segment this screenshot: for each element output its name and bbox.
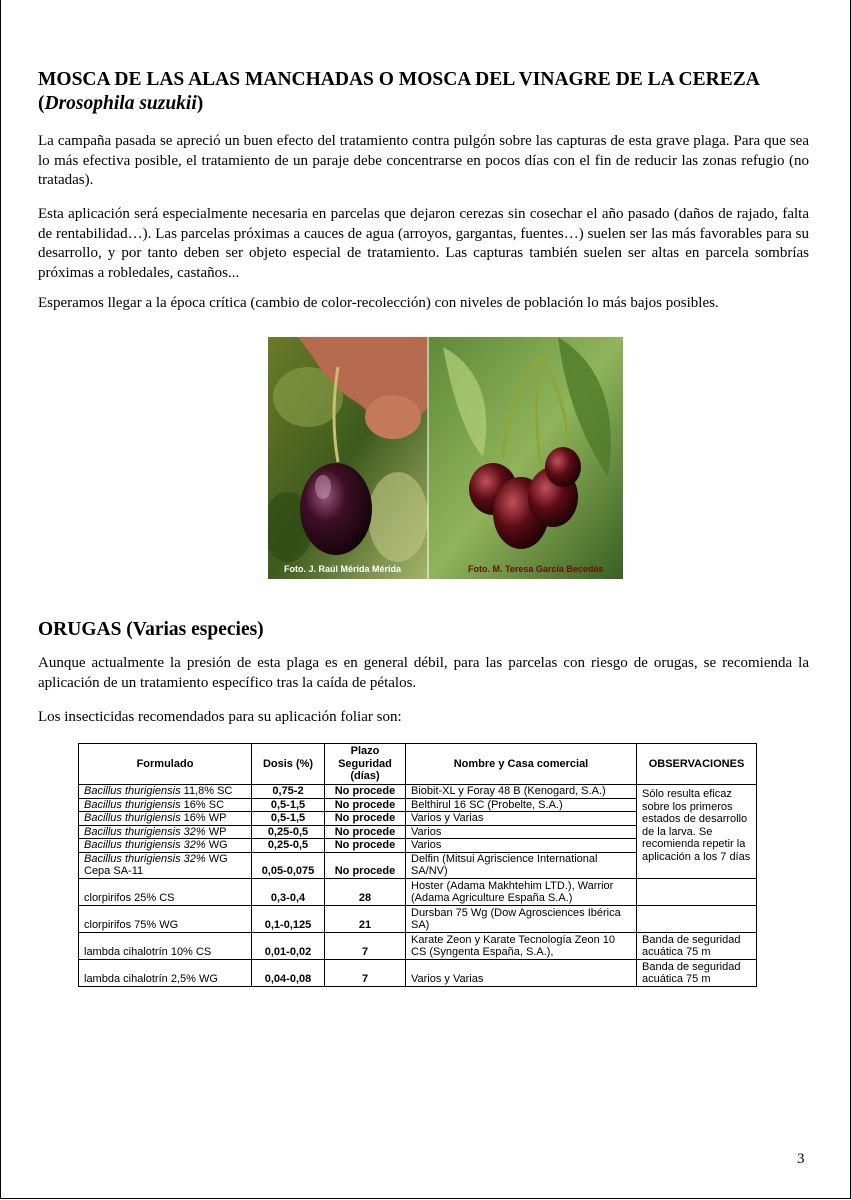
cell-nombre: Biobit-XL y Foray 48 B (Kenogard, S.A.) [406,785,637,799]
cell-nombre: Varios y Varias [406,959,637,986]
cell-nombre: Varios [406,839,637,853]
cell-nombre: Karate Zeon y Karate Tecnología Zeon 10 CS (Syngenta España, S.A.), [406,932,637,959]
cell-plazo: No procede [325,852,406,878]
cell-nombre: Varios [406,825,637,839]
table-row [79,905,757,932]
cell-observaciones [637,905,757,932]
cell-dosis: 0,1-0,125 [252,905,325,932]
header-formulado: Formulado [79,744,252,785]
cell-plazo: No procede [325,825,406,839]
table-row [79,785,757,799]
table-row [79,959,757,986]
cell-formulado: Bacillus thurigiensis 16% WP [79,812,252,826]
cell-formulado: Bacillus thurigiensis 32% WP [79,825,252,839]
species-name: Drosophila suzukii [44,93,197,114]
table-row [79,932,757,959]
header-observaciones: OBSERVACIONES [637,744,757,785]
cell-formulado: Bacillus thurigiensis 32% WG [79,839,252,853]
cherry-photo [268,337,623,579]
header-dosis: Dosis (%) [252,744,325,785]
table-row [79,878,757,905]
photo-credit-left: Foto. J. Raúl Mérida Mérida [284,564,402,574]
photo-right [428,337,623,579]
cell-plazo: 7 [325,959,406,986]
cell-plazo: 21 [325,905,406,932]
cell-nombre: Belthirul 16 SC (Probelte, S.A.) [406,798,637,812]
table-header-row [79,744,757,785]
cell-formulado: lambda cihalotrín 2,5% WG [79,959,252,986]
cell-dosis: 0,25-0,5 [252,825,325,839]
cell-plazo: 28 [325,878,406,905]
cell-dosis: 0,04-0,08 [252,959,325,986]
cell-observaciones: Sólo resulta eficaz sobre los primeros estados de desarrollo de la larva. Se recomienda repetir la aplicación a los 7 días [637,785,757,879]
paragraph-orugas: Aunque actualmente la presión de esta plaga es en general débil, para las parcelas con riesgo de orugas, se recomienda la aplicación de un tratamiento específico tras la caída de pétalos. [38,655,809,691]
cell-formulado: Bacillus thurigiensis 11,8% SC [79,785,252,799]
cell-dosis: 0,05-0,075 [252,852,325,878]
cell-nombre: Varios y Varias [406,812,637,826]
cell-nombre: Dursban 75 Wg (Dow Agrosciences Ibérica SA) [406,905,637,932]
page-number: 3 [797,1151,805,1167]
cell-observaciones: Banda de seguridad acuática 75 m [637,959,757,986]
cell-formulado: clorpirifos 75% WG [79,905,252,932]
cell-formulado: lambda cihalotrín 10% CS [79,932,252,959]
section-title-orugas: ORUGAS (Varias especies) [38,619,264,640]
cell-observaciones [637,878,757,905]
cell-dosis: 0,5-1,5 [252,798,325,812]
cell-plazo: No procede [325,839,406,853]
photo-credit-right: Foto. M. Teresa García Becedas [468,564,604,574]
cell-dosis: 0,25-0,5 [252,839,325,853]
cell-observaciones: Banda de seguridad acuática 75 m [637,932,757,959]
insecticide-table [78,743,757,987]
cell-nombre: Delfin (Mitsui Agriscience International SA/NV) [406,852,637,878]
cell-dosis: 0,5-1,5 [252,812,325,826]
photo-left [268,337,428,579]
section-title-mosca: MOSCA DE LAS ALAS MANCHADAS O MOSCA DEL VINAGRE DE LA CEREZA (Drosophila suzukii) [38,69,760,114]
cell-plazo: No procede [325,812,406,826]
cell-plazo: No procede [325,798,406,812]
paragraph-campana: La campaña pasada se apreció un buen efecto del tratamiento contra pulgón sobre las capturas de esta grave plaga. Para que sea lo más efectiva posible, el tratamiento de un paraje debe concentrarse en pocos días con el fin de reducir las zonas refugio (no tratadas). [38,133,809,188]
cell-plazo: 7 [325,932,406,959]
header-plazo: Plazo Seguridad (días) [325,744,406,785]
cell-dosis: 0,01-0,02 [252,932,325,959]
cell-plazo: No procede [325,785,406,799]
paragraph-insecticidas: Los insecticidas recomendados para su aplicación foliar son: [38,709,402,725]
cell-formulado: Bacillus thurigiensis 32% WG Cepa SA-11 [79,852,252,878]
cell-formulado: clorpirifos 25% CS [79,878,252,905]
cell-dosis: 0,3-0,4 [252,878,325,905]
cell-formulado: Bacillus thurigiensis 16% SC [79,798,252,812]
header-nombre: Nombre y Casa comercial [406,744,637,785]
cell-dosis: 0,75-2 [252,785,325,799]
paragraph-aplicacion: Esta aplicación será especialmente necesaria en parcelas que dejaron cerezas sin cosechar el año pasado (daños de rajado, falta de rentabilidad…). Las parcelas próximas a cauces de agua (arroyos, gargantas, fuentes…) suelen ser las más favorables para su desarrollo, y por tanto deben ser objeto especial de tratamiento. Las capturas también suelen ser altas en parcela sombrías próximas a robledales, castaños... [38,206,809,281]
cell-nombre: Hoster (Adama Makhtehim LTD.), Warrior (Adama Agriculture España S.A.) [406,878,637,905]
paragraph-esperamos: Esperamos llegar a la época crítica (cambio de color-recolección) con niveles de población lo más bajos posibles. [38,295,719,311]
